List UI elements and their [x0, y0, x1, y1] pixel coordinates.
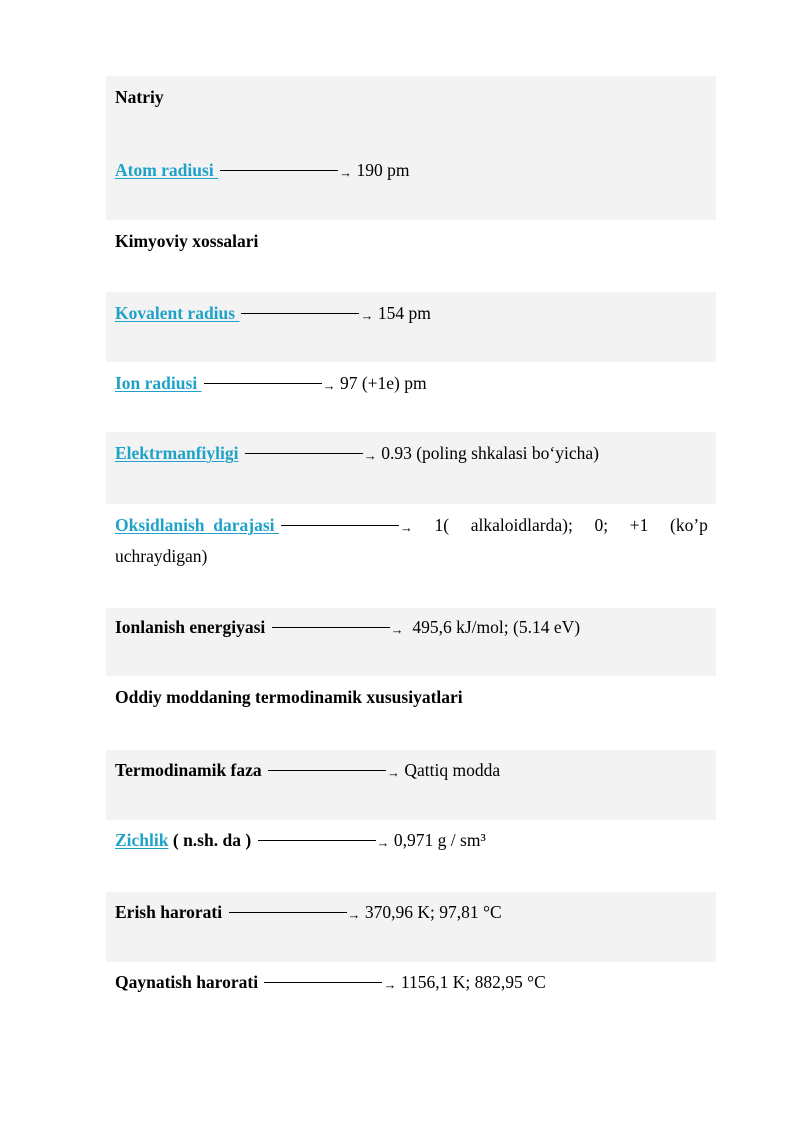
- electronegativity-link[interactable]: Elektrmanfiyligi: [115, 443, 239, 463]
- leader-line: [264, 982, 382, 983]
- covalent-radius-value: 154 pm: [377, 303, 431, 323]
- arrow-icon: →: [322, 378, 336, 393]
- leader-line: [258, 840, 376, 841]
- row-electronegativity: [106, 432, 716, 504]
- melting-point-value: 370,96 K; 97,81 °C: [364, 902, 502, 922]
- leader-line: [229, 912, 347, 913]
- row-element-name: [106, 76, 716, 152]
- ion-radius-link[interactable]: Ion radiusi: [115, 373, 202, 393]
- oxidation-value-part: (ko’p: [670, 515, 708, 535]
- leader-line: [245, 453, 363, 454]
- oxidation-state-link[interactable]: Oksidlanish darajasi: [115, 515, 279, 535]
- row-thermodynamic-phase: [106, 750, 716, 820]
- oxidation-value-part: alkaloidlarda);: [470, 515, 573, 535]
- row-density: [106, 820, 716, 892]
- arrow-icon: →: [347, 907, 361, 922]
- arrow-icon: →: [360, 308, 374, 323]
- leader-line: [204, 383, 322, 384]
- oxidation-value-part: 0;: [594, 515, 609, 535]
- arrow-icon: →: [339, 165, 353, 180]
- element-name-heading: Natriy: [115, 87, 164, 107]
- arrow-icon: →: [399, 520, 413, 535]
- thermodynamic-phase-value: Qattiq modda: [404, 760, 501, 780]
- leader-line: [241, 313, 359, 314]
- density-link[interactable]: Zichlik: [115, 830, 169, 850]
- leader-line: [220, 170, 338, 171]
- arrow-icon: →: [390, 622, 404, 637]
- arrow-icon: →: [383, 977, 397, 992]
- arrow-icon: →: [363, 448, 377, 463]
- oxidation-value-part: +1: [629, 515, 649, 535]
- chemical-properties-heading: Kimyoviy xossalari: [115, 231, 259, 251]
- row-melting-point: [106, 892, 716, 962]
- electronegativity-value: 0.93 (poling shkalasi bo‘yicha): [381, 443, 599, 463]
- thermodynamic-phase-label: Termodinamik faza: [115, 760, 262, 780]
- arrow-icon: →: [376, 835, 390, 850]
- density-value: 0,971 g / sm³: [393, 830, 486, 850]
- oxidation-value-continuation: uchraydigan): [115, 546, 208, 566]
- boiling-point-label: Qaynatish harorati: [115, 972, 259, 992]
- row-chemical-properties: [106, 220, 716, 292]
- row-covalent-radius: [106, 292, 716, 362]
- ion-radius-value: 97 (+1e) pm: [339, 373, 427, 393]
- arrow-icon: →: [387, 765, 401, 780]
- row-thermodynamic-heading: [106, 676, 716, 750]
- row-ion-radius: [106, 362, 716, 432]
- ionization-energy-value: 495,6 kJ/mol; (5.14 eV): [412, 617, 581, 637]
- density-condition-label: ( n.sh. da ): [172, 830, 252, 850]
- leader-line: [272, 627, 390, 628]
- boiling-point-value: 1156,1 K; 882,95 °C: [400, 972, 546, 992]
- atom-radius-link[interactable]: Atom radiusi: [115, 160, 219, 180]
- row-atom-radius: [106, 152, 716, 220]
- melting-point-label: Erish harorati: [115, 902, 223, 922]
- row-boiling-point: [106, 962, 716, 1022]
- atom-radius-value: 190 pm: [356, 160, 410, 180]
- leader-line: [268, 770, 386, 771]
- row-oxidation-state: [106, 504, 716, 608]
- oxidation-value-part: 1(: [434, 515, 450, 535]
- thermodynamic-properties-heading: Oddiy moddaning termodinamik xususiyatlari: [115, 687, 463, 707]
- leader-line: [281, 525, 399, 526]
- covalent-radius-link[interactable]: Kovalent radius: [115, 303, 240, 323]
- row-ionization-energy: [106, 608, 716, 676]
- ionization-energy-label: Ionlanish energiyasi: [115, 617, 266, 637]
